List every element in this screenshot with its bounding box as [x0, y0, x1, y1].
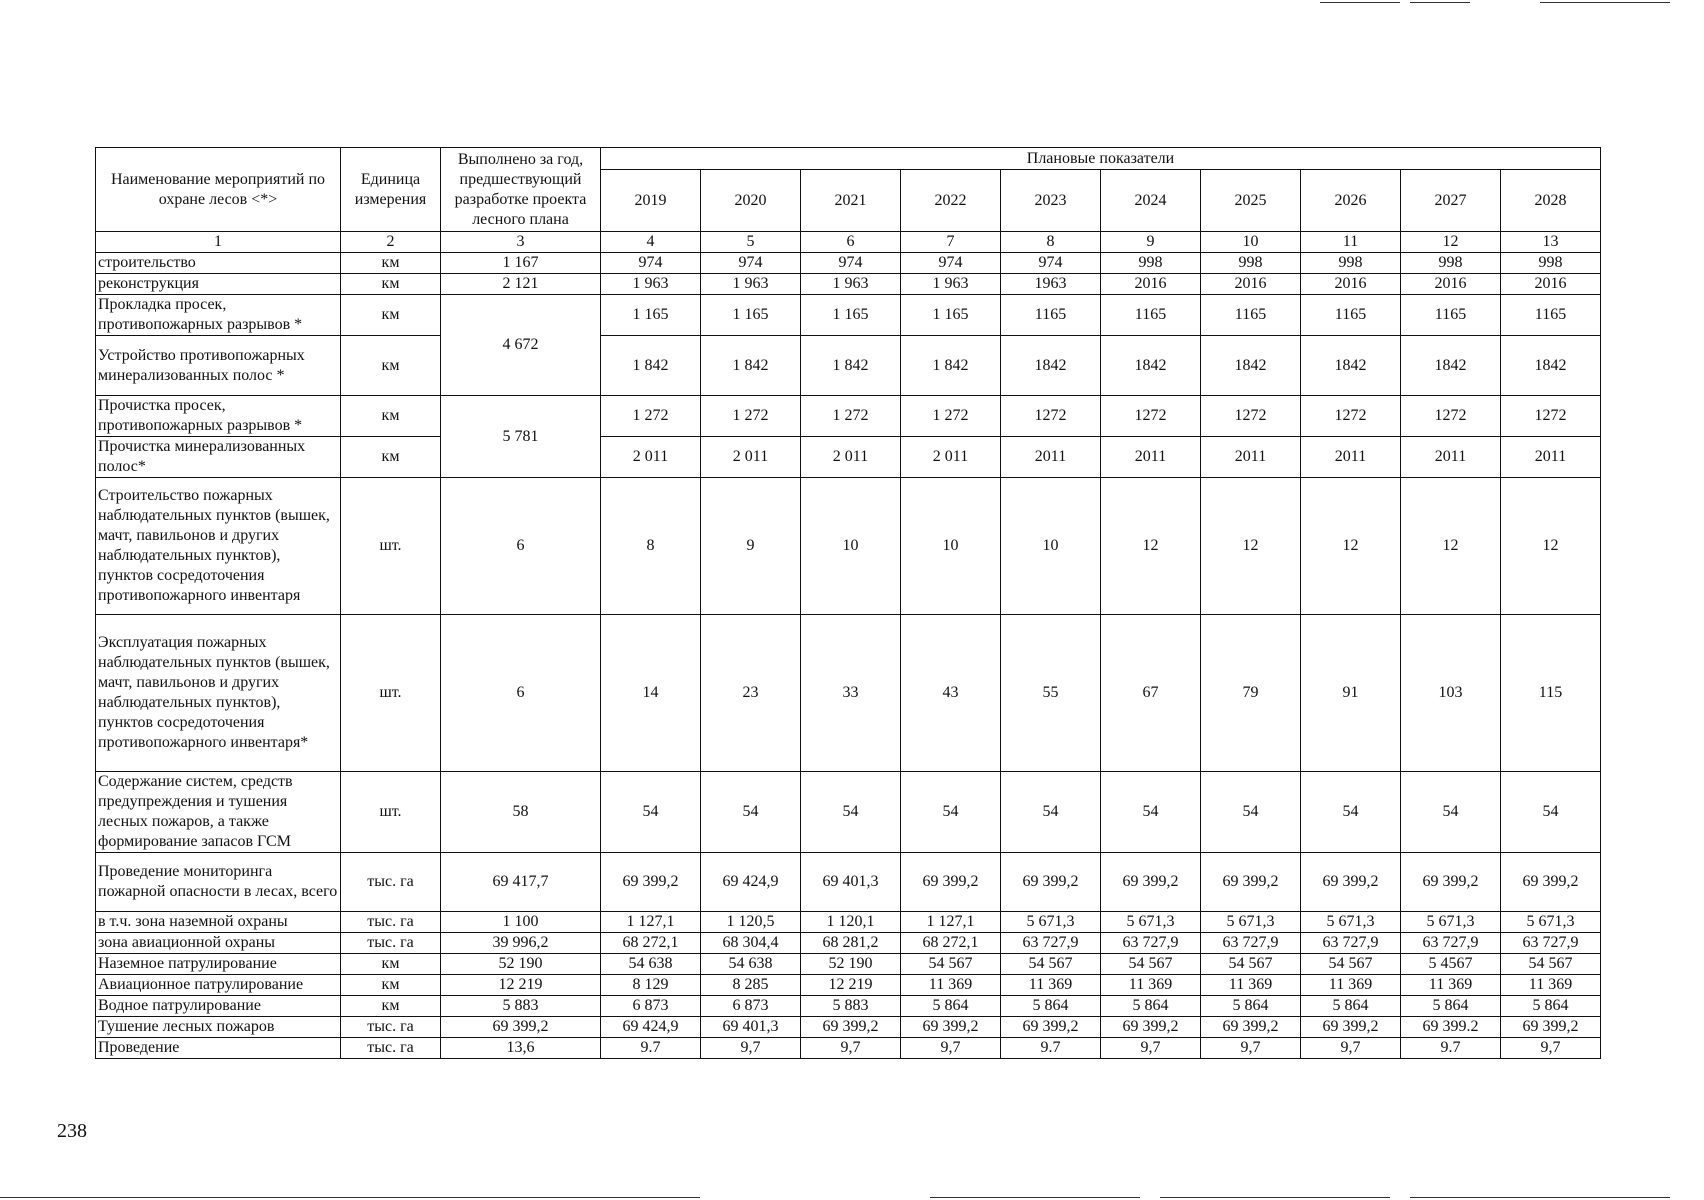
bottom-rule — [0, 1197, 700, 1198]
row-year-value: 54 567 — [1501, 954, 1601, 975]
row-name: Прокладка просек, противопожарных разрывов * — [96, 295, 341, 336]
bottom-rule — [1160, 1197, 1390, 1198]
row-year-value: 5 864 — [1301, 996, 1401, 1017]
row-year-value: 1 165 — [901, 295, 1001, 336]
row-year-value: 1272 — [1101, 396, 1201, 437]
row-year-value: 54 — [1101, 772, 1201, 853]
row-year-value: 5 671,3 — [1001, 912, 1101, 933]
row-name: строительство — [96, 253, 341, 274]
table-row — [96, 478, 1601, 615]
row-year-value: 1 963 — [701, 274, 801, 295]
row-year-value: 54 — [1501, 772, 1601, 853]
bottom-rule — [1410, 1197, 1670, 1198]
row-done-value: 5 883 — [441, 996, 601, 1017]
row-year-value: 5 671,3 — [1201, 912, 1301, 933]
row-year-value: 2016 — [1401, 274, 1501, 295]
table-row — [96, 437, 1601, 478]
row-year-value: 1 272 — [601, 396, 701, 437]
row-year-value: 5 671,3 — [1401, 912, 1501, 933]
row-year-value: 63 727,9 — [1301, 933, 1401, 954]
row-done-value: 69 417,7 — [441, 853, 601, 912]
row-year-value: 9.7 — [601, 1038, 701, 1059]
row-unit: шт. — [341, 772, 441, 853]
table-row — [96, 1038, 1601, 1059]
row-year-value: 69 399,2 — [1101, 853, 1201, 912]
header-name: Наименование мероприятий по охране лесов <*> — [96, 148, 341, 232]
row-year-value: 2 011 — [801, 437, 901, 478]
row-year-value: 1963 — [1001, 274, 1101, 295]
row-year-value: 2011 — [1401, 437, 1501, 478]
row-year-value: 974 — [901, 253, 1001, 274]
row-year-value: 1842 — [1201, 336, 1301, 396]
row-unit: тыс. га — [341, 1017, 441, 1038]
row-year-value: 12 — [1101, 478, 1201, 615]
row-year-value: 8 — [601, 478, 701, 615]
row-year-value: 79 — [1201, 615, 1301, 772]
row-year-value: 1272 — [1001, 396, 1101, 437]
header-year: 2021 — [801, 170, 901, 232]
row-year-value: 9,7 — [901, 1038, 1001, 1059]
row-year-value: 63 727,9 — [1401, 933, 1501, 954]
forest-protection-table — [95, 147, 1601, 1059]
row-year-value: 1165 — [1301, 295, 1401, 336]
row-done-value: 58 — [441, 772, 601, 853]
row-year-value: 63 727,9 — [1001, 933, 1101, 954]
row-year-value: 1272 — [1501, 396, 1601, 437]
row-year-value: 2011 — [1201, 437, 1301, 478]
row-year-value: 54 — [801, 772, 901, 853]
row-year-value: 1 842 — [701, 336, 801, 396]
row-name: Эксплуатация пожарных наблюдательных пунктов (вышек, мачт, павильонов и других наблюдательных пунктов), пунктов сосредоточения противопожарного инвентаря* — [96, 615, 341, 772]
row-year-value: 998 — [1501, 253, 1601, 274]
row-year-value: 54 567 — [1301, 954, 1401, 975]
header-year: 2025 — [1201, 170, 1301, 232]
row-year-value: 6 873 — [601, 996, 701, 1017]
row-year-value: 1 963 — [901, 274, 1001, 295]
row-year-value: 68 281,2 — [801, 933, 901, 954]
row-year-value: 2016 — [1201, 274, 1301, 295]
row-year-value: 1272 — [1201, 396, 1301, 437]
row-year-value: 2016 — [1101, 274, 1201, 295]
row-year-value: 2016 — [1501, 274, 1601, 295]
row-year-value: 9.7 — [1401, 1038, 1501, 1059]
row-year-value: 5 864 — [1201, 996, 1301, 1017]
row-year-value: 5 864 — [1101, 996, 1201, 1017]
row-year-value: 9,7 — [1301, 1038, 1401, 1059]
row-year-value: 1 963 — [601, 274, 701, 295]
row-year-value: 10 — [901, 478, 1001, 615]
column-number: 6 — [801, 232, 901, 253]
row-year-value: 9.7 — [1001, 1038, 1101, 1059]
row-year-value: 2016 — [1301, 274, 1401, 295]
row-year-value: 12 — [1201, 478, 1301, 615]
row-year-value: 5 864 — [1501, 996, 1601, 1017]
row-year-value: 68 304,4 — [701, 933, 801, 954]
row-year-value: 1272 — [1401, 396, 1501, 437]
row-done-value: 1 167 — [441, 253, 601, 274]
row-year-value: 12 — [1301, 478, 1401, 615]
row-year-value: 14 — [601, 615, 701, 772]
row-year-value: 1 842 — [901, 336, 1001, 396]
header-row — [96, 148, 1601, 170]
row-unit: тыс. га — [341, 933, 441, 954]
row-year-value: 1 127,1 — [901, 912, 1001, 933]
row-year-value: 55 — [1001, 615, 1101, 772]
row-year-value: 69 399.2 — [1401, 1017, 1501, 1038]
header-year: 2019 — [601, 170, 701, 232]
row-year-value: 12 — [1401, 478, 1501, 615]
row-year-value: 1 842 — [601, 336, 701, 396]
row-year-value: 1842 — [1401, 336, 1501, 396]
row-name: Содержание систем, средств предупреждения и тушения лесных пожаров, а также формирование запасов ГСМ — [96, 772, 341, 853]
row-year-value: 91 — [1301, 615, 1401, 772]
row-year-value: 54 — [1001, 772, 1101, 853]
row-year-value: 1 165 — [701, 295, 801, 336]
row-year-value: 998 — [1401, 253, 1501, 274]
table-row — [96, 975, 1601, 996]
row-year-value: 10 — [1001, 478, 1101, 615]
row-year-value: 54 638 — [701, 954, 801, 975]
row-name: Прочистка минерализованных полос* — [96, 437, 341, 478]
bottom-rule — [930, 1197, 1140, 1198]
row-year-value: 33 — [801, 615, 901, 772]
row-year-value: 68 272,1 — [901, 933, 1001, 954]
column-number: 7 — [901, 232, 1001, 253]
table-row — [96, 1017, 1601, 1038]
row-year-value: 54 — [1301, 772, 1401, 853]
row-year-value: 68 272,1 — [601, 933, 701, 954]
row-name: Строительство пожарных наблюдательных пунктов (вышек, мачт, павильонов и других наблюдательных пунктов), пунктов сосредоточения противопожарного инвентаря — [96, 478, 341, 615]
row-year-value: 1272 — [1301, 396, 1401, 437]
row-year-value: 9,7 — [701, 1038, 801, 1059]
row-year-value: 5 4567 — [1401, 954, 1501, 975]
row-done-value: 2 121 — [441, 274, 601, 295]
row-year-value: 11 369 — [1201, 975, 1301, 996]
row-name: Устройство противопожарных минерализованных полос * — [96, 336, 341, 396]
row-year-value: 115 — [1501, 615, 1601, 772]
row-year-value: 69 399,2 — [1001, 853, 1101, 912]
row-year-value: 5 671,3 — [1301, 912, 1401, 933]
row-year-value: 69 399,2 — [1001, 1017, 1101, 1038]
row-unit: тыс. га — [341, 1038, 441, 1059]
row-year-value: 69 399,2 — [1301, 1017, 1401, 1038]
column-number: 12 — [1401, 232, 1501, 253]
table-row — [96, 772, 1601, 853]
row-done-value: 4 672 — [441, 295, 601, 396]
row-year-value: 11 369 — [1401, 975, 1501, 996]
row-done-value: 1 100 — [441, 912, 601, 933]
row-year-value: 69 399,2 — [801, 1017, 901, 1038]
row-year-value: 1 165 — [801, 295, 901, 336]
table-row — [96, 336, 1601, 396]
top-rule — [1410, 2, 1470, 3]
column-number: 5 — [701, 232, 801, 253]
row-done-value: 6 — [441, 615, 601, 772]
table-row — [96, 253, 1601, 274]
header-unit: Единица измерения — [341, 148, 441, 232]
table-row — [96, 274, 1601, 295]
row-unit: км — [341, 274, 441, 295]
column-number: 9 — [1101, 232, 1201, 253]
column-number: 8 — [1001, 232, 1101, 253]
row-year-value: 54 567 — [901, 954, 1001, 975]
row-year-value: 1 272 — [901, 396, 1001, 437]
column-number: 3 — [441, 232, 601, 253]
column-number: 10 — [1201, 232, 1301, 253]
row-year-value: 69 399,2 — [1501, 1017, 1601, 1038]
row-year-value: 998 — [1101, 253, 1201, 274]
column-number: 1 — [96, 232, 341, 253]
row-name: Прочистка просек, противопожарных разрывов * — [96, 396, 341, 437]
row-year-value: 11 369 — [1501, 975, 1601, 996]
row-year-value: 69 399,2 — [901, 1017, 1001, 1038]
row-unit: км — [341, 996, 441, 1017]
row-year-value: 54 — [901, 772, 1001, 853]
row-name: Тушение лесных пожаров — [96, 1017, 341, 1038]
row-year-value: 67 — [1101, 615, 1201, 772]
row-year-value: 5 864 — [1001, 996, 1101, 1017]
row-year-value: 54 567 — [1001, 954, 1101, 975]
row-year-value: 69 399,2 — [1301, 853, 1401, 912]
row-unit: км — [341, 295, 441, 336]
row-done-value: 69 399,2 — [441, 1017, 601, 1038]
row-year-value: 9,7 — [1501, 1038, 1601, 1059]
header-year: 2026 — [1301, 170, 1401, 232]
row-year-value: 5 864 — [1401, 996, 1501, 1017]
row-unit: шт. — [341, 478, 441, 615]
row-year-value: 9,7 — [801, 1038, 901, 1059]
row-year-value: 8 285 — [701, 975, 801, 996]
row-year-value: 1842 — [1501, 336, 1601, 396]
row-year-value: 2011 — [1301, 437, 1401, 478]
row-year-value: 1165 — [1401, 295, 1501, 336]
column-number-row — [96, 232, 1601, 253]
row-year-value: 69 399,2 — [1201, 853, 1301, 912]
row-year-value: 998 — [1201, 253, 1301, 274]
row-year-value: 974 — [601, 253, 701, 274]
row-year-value: 69 399,2 — [1201, 1017, 1301, 1038]
row-unit: км — [341, 253, 441, 274]
row-year-value: 69 399,2 — [1401, 853, 1501, 912]
row-year-value: 11 369 — [1001, 975, 1101, 996]
row-year-value: 43 — [901, 615, 1001, 772]
row-year-value: 12 219 — [801, 975, 901, 996]
row-year-value: 63 727,9 — [1501, 933, 1601, 954]
row-done-value: 6 — [441, 478, 601, 615]
row-year-value: 5 671,3 — [1101, 912, 1201, 933]
row-year-value: 2011 — [1001, 437, 1101, 478]
header-year: 2028 — [1501, 170, 1601, 232]
row-year-value: 1842 — [1001, 336, 1101, 396]
row-year-value: 69 401,3 — [801, 853, 901, 912]
row-year-value: 11 369 — [1301, 975, 1401, 996]
table-row — [96, 396, 1601, 437]
column-number: 11 — [1301, 232, 1401, 253]
table-body — [96, 253, 1601, 1059]
row-year-value: 998 — [1301, 253, 1401, 274]
top-rule — [1320, 2, 1400, 3]
row-year-value: 54 — [1201, 772, 1301, 853]
row-year-value: 9,7 — [1201, 1038, 1301, 1059]
row-unit: км — [341, 954, 441, 975]
row-year-value: 2011 — [1101, 437, 1201, 478]
row-unit: км — [341, 975, 441, 996]
row-year-value: 1 120,5 — [701, 912, 801, 933]
row-done-value: 52 190 — [441, 954, 601, 975]
row-name: в т.ч. зона наземной охраны — [96, 912, 341, 933]
row-year-value: 5 864 — [901, 996, 1001, 1017]
header-year: 2020 — [701, 170, 801, 232]
row-year-value: 1 127,1 — [601, 912, 701, 933]
row-unit: км — [341, 396, 441, 437]
table-row — [96, 954, 1601, 975]
row-unit: км — [341, 437, 441, 478]
row-year-value: 69 399,2 — [901, 853, 1001, 912]
row-year-value: 54 638 — [601, 954, 701, 975]
row-done-value: 12 219 — [441, 975, 601, 996]
row-year-value: 2 011 — [601, 437, 701, 478]
row-year-value: 11 369 — [901, 975, 1001, 996]
row-year-value: 23 — [701, 615, 801, 772]
header-year: 2022 — [901, 170, 1001, 232]
row-year-value: 974 — [801, 253, 901, 274]
row-done-value: 13,6 — [441, 1038, 601, 1059]
row-year-value: 1842 — [1301, 336, 1401, 396]
row-unit: тыс. га — [341, 853, 441, 912]
row-year-value: 974 — [1001, 253, 1101, 274]
row-year-value: 10 — [801, 478, 901, 615]
header-planned: Плановые показатели — [601, 148, 1601, 170]
row-name: Проведение — [96, 1038, 341, 1059]
row-year-value: 69 399,2 — [1501, 853, 1601, 912]
row-year-value: 69 424,9 — [601, 1017, 701, 1038]
row-year-value: 63 727,9 — [1101, 933, 1201, 954]
row-year-value: 5 883 — [801, 996, 901, 1017]
top-rule — [1540, 2, 1670, 3]
row-name: Водное патрулирование — [96, 996, 341, 1017]
table-row — [96, 996, 1601, 1017]
row-name: Наземное патрулирование — [96, 954, 341, 975]
table-row — [96, 912, 1601, 933]
row-year-value: 1165 — [1001, 295, 1101, 336]
row-year-value: 5 671,3 — [1501, 912, 1601, 933]
row-year-value: 2011 — [1501, 437, 1601, 478]
row-year-value: 69 401,3 — [701, 1017, 801, 1038]
column-number: 2 — [341, 232, 441, 253]
row-year-value: 54 567 — [1101, 954, 1201, 975]
row-done-value: 5 781 — [441, 396, 601, 478]
row-year-value: 69 399,2 — [1101, 1017, 1201, 1038]
table-row — [96, 853, 1601, 912]
row-unit: км — [341, 336, 441, 396]
row-year-value: 1 165 — [601, 295, 701, 336]
row-year-value: 1 963 — [801, 274, 901, 295]
row-year-value: 54 — [601, 772, 701, 853]
row-year-value: 11 369 — [1101, 975, 1201, 996]
row-year-value: 1165 — [1101, 295, 1201, 336]
page-number: 238 — [57, 1120, 87, 1142]
row-unit: шт. — [341, 615, 441, 772]
row-name: зона авиационной охраны — [96, 933, 341, 954]
column-number: 13 — [1501, 232, 1601, 253]
row-year-value: 69 424,9 — [701, 853, 801, 912]
row-year-value: 12 — [1501, 478, 1601, 615]
row-name: реконструкция — [96, 274, 341, 295]
row-year-value: 63 727,9 — [1201, 933, 1301, 954]
row-year-value: 52 190 — [801, 954, 901, 975]
row-year-value: 69 399,2 — [601, 853, 701, 912]
table-row — [96, 615, 1601, 772]
row-year-value: 1 120,1 — [801, 912, 901, 933]
row-year-value: 6 873 — [701, 996, 801, 1017]
header-year: 2027 — [1401, 170, 1501, 232]
row-year-value: 103 — [1401, 615, 1501, 772]
row-unit: тыс. га — [341, 912, 441, 933]
header-year: 2024 — [1101, 170, 1201, 232]
row-year-value: 1 272 — [701, 396, 801, 437]
table-row — [96, 295, 1601, 336]
row-year-value: 974 — [701, 253, 801, 274]
header-done: Выполнено за год, предшествующий разработке проекта лесного плана — [441, 148, 601, 232]
row-year-value: 9,7 — [1101, 1038, 1201, 1059]
row-year-value: 2 011 — [901, 437, 1001, 478]
row-year-value: 1842 — [1101, 336, 1201, 396]
row-year-value: 54 567 — [1201, 954, 1301, 975]
row-year-value: 9 — [701, 478, 801, 615]
row-year-value: 54 — [1401, 772, 1501, 853]
row-year-value: 1 272 — [801, 396, 901, 437]
column-number: 4 — [601, 232, 701, 253]
row-year-value: 2 011 — [701, 437, 801, 478]
row-name: Проведение мониторинга пожарной опасности в лесах, всего — [96, 853, 341, 912]
table-row — [96, 933, 1601, 954]
row-year-value: 8 129 — [601, 975, 701, 996]
row-name: Авиационное патрулирование — [96, 975, 341, 996]
row-year-value: 1165 — [1501, 295, 1601, 336]
row-year-value: 54 — [701, 772, 801, 853]
row-done-value: 39 996,2 — [441, 933, 601, 954]
header-year: 2023 — [1001, 170, 1101, 232]
row-year-value: 1165 — [1201, 295, 1301, 336]
row-year-value: 1 842 — [801, 336, 901, 396]
